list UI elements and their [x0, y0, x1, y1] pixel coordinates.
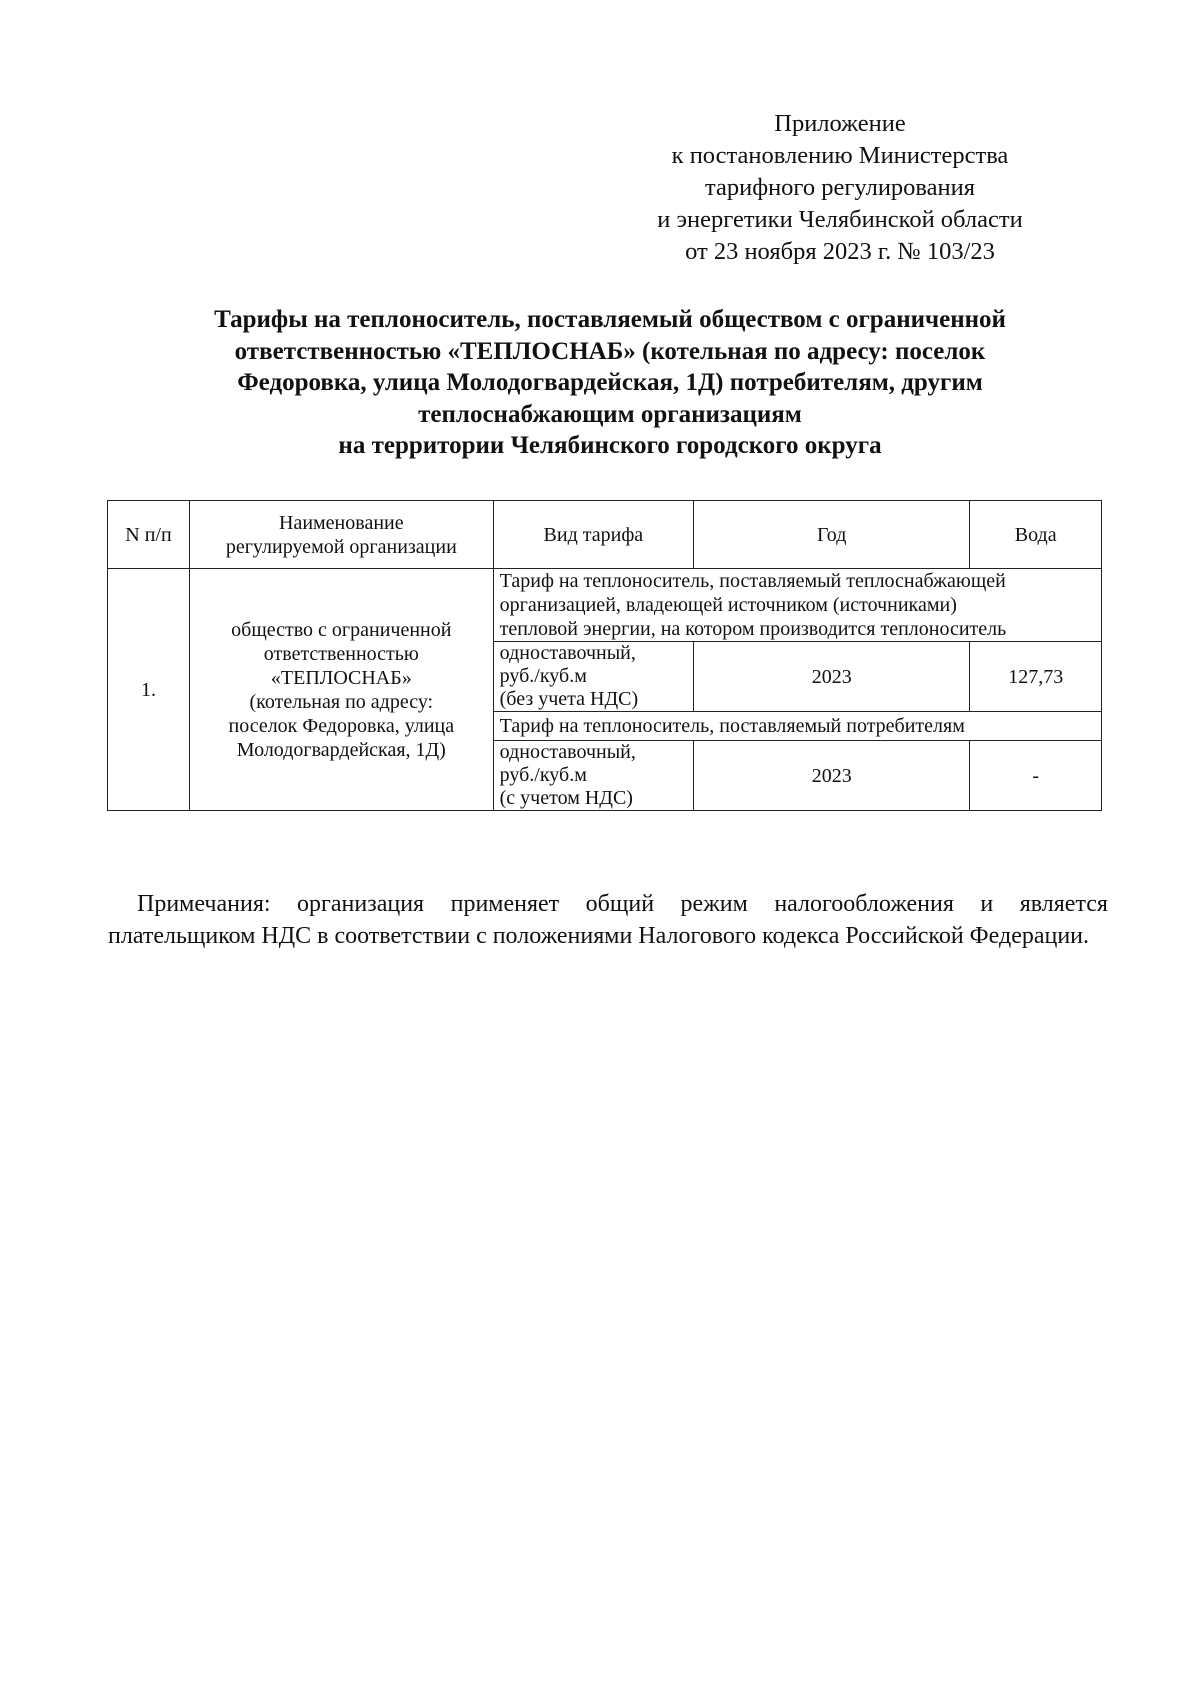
tariff-water-value: 127,73 — [970, 642, 1102, 712]
title-line: теплоснабжающим организациям — [418, 400, 802, 428]
tariff-kind — [493, 642, 693, 712]
tariff-kind — [493, 741, 693, 811]
note-word: и — [980, 891, 994, 917]
org-line: ответственностью — [263, 642, 419, 665]
note-word: организация — [297, 891, 425, 917]
title-line: ответственностью «ТЕПЛОСНАБ» (котельная по адресу: поселок — [234, 337, 986, 365]
org-line: (котельная по адресу: — [249, 690, 434, 713]
kind-line: одноставочный, — [499, 642, 636, 664]
tariff-year: 2023 — [694, 741, 970, 811]
org-line: общество с ограниченной — [231, 618, 452, 641]
org-line: поселок Федоровка, улица — [228, 714, 455, 737]
note-word: налогообложения — [774, 891, 954, 917]
header-org-line: регулируемой организации — [225, 535, 457, 558]
kind-line: (без учета НДС) — [499, 688, 639, 710]
section-heading-consumers: Тариф на теплоноситель, поставляемый потребителям — [493, 712, 1101, 741]
section-line: Тариф на теплоноситель, поставляемый теплоснабжающей — [499, 570, 1006, 592]
section-heading-supplier — [493, 569, 1101, 642]
section-line: организацией, владеющей источником (источниками) — [499, 594, 957, 616]
tariff-table — [107, 500, 1102, 811]
header-kind: Вид тарифа — [493, 501, 693, 569]
appendix-line: к постановлению Министерства — [671, 142, 1009, 169]
section-line: тепловой энергии, на котором производится теплоноситель — [499, 618, 1007, 640]
kind-line: (с учетом НДС) — [499, 787, 633, 809]
kind-line: руб./куб.м — [499, 665, 587, 687]
title-line: Федоровка, улица Молодогвардейская, 1Д) потребителям, другим — [237, 369, 983, 396]
org-line: Молодогвардейская, 1Д) — [236, 738, 446, 761]
note-word: является — [1019, 891, 1108, 917]
document-title — [110, 304, 1110, 462]
appendix-line: тарифного регулирования — [704, 174, 976, 201]
header-water: Вода — [970, 501, 1102, 569]
note-line — [108, 888, 1108, 920]
appendix-line: и энергетики Челябинской области — [657, 206, 1023, 233]
note-word: режим — [680, 891, 748, 917]
table-row — [108, 569, 1102, 642]
organization-name — [189, 569, 493, 811]
header-num: N п/п — [108, 501, 190, 569]
kind-line: руб./куб.м — [499, 764, 587, 786]
row-number: 1. — [108, 569, 190, 811]
note-word: общий — [585, 891, 655, 917]
title-line: на территории Челябинского городского округа — [338, 432, 882, 459]
header-year: Год — [694, 501, 970, 569]
appendix-header — [600, 108, 1080, 268]
appendix-line: Приложение — [774, 110, 906, 137]
header-org-line: Наименование — [279, 511, 404, 534]
title-line: Тарифы на теплоноситель, поставляемый обществом с ограниченной — [214, 306, 1006, 333]
org-line: «ТЕПЛОСНАБ» — [270, 666, 412, 689]
table-header-row — [108, 501, 1102, 569]
note-line: плательщиком НДС в соответствии с положениями Налогового кодекса Российской Федерации. — [108, 923, 1090, 949]
kind-line: одноставочный, — [499, 741, 636, 763]
tariff-water-value: - — [970, 741, 1102, 811]
tariff-year: 2023 — [694, 642, 970, 712]
note-word: Примечания: — [137, 891, 271, 917]
note-word: применяет — [450, 891, 560, 917]
note-paragraph — [108, 888, 1108, 952]
header-org — [189, 501, 493, 569]
appendix-line: от 23 ноября 2023 г. № 103/23 — [685, 238, 995, 265]
